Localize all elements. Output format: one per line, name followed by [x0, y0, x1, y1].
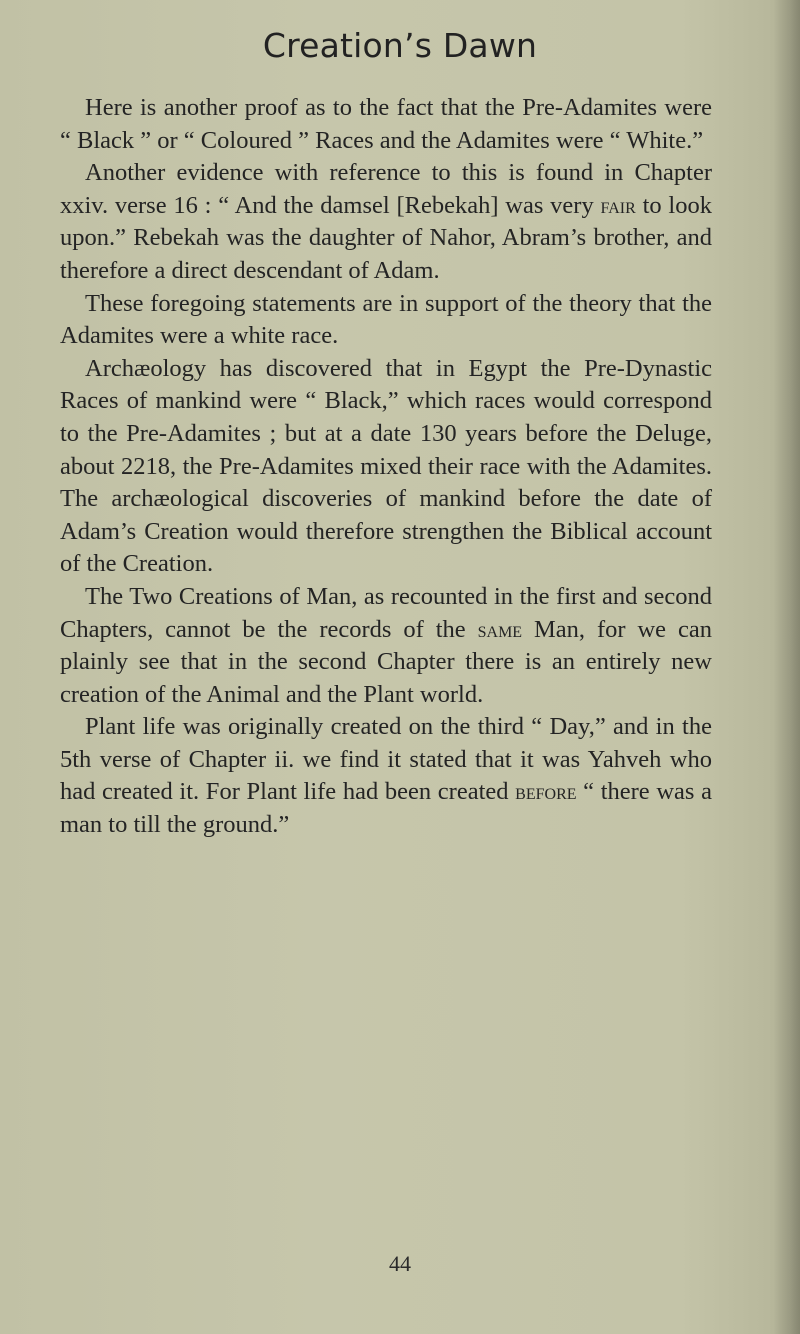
body-text — [60, 92, 712, 842]
paragraph — [60, 581, 712, 711]
small-caps-word: fair — [600, 192, 636, 218]
paragraph — [60, 92, 712, 157]
text-run: Another evidence with reference to this is found in Chapter xxiv. verse 16 : “ And the damsel [Rebekah] was very — [60, 159, 712, 219]
text-run: Here is another proof as to the fact that the Pre-Adamites were “ Black ” or “ Coloured ” Races and the Adamites were “ White.” — [60, 94, 712, 154]
running-header: Creation’s Dawn — [262, 26, 538, 65]
paragraph — [60, 288, 712, 353]
page-number: 44 — [389, 1251, 411, 1276]
paragraph — [60, 157, 712, 287]
text-run: Man, for we can plainly see that in the second Chapter there is an entirely new creation of the Animal and the Plant world. — [60, 615, 712, 708]
text-run: These foregoing statements are in support of the theory that the Adamites were a white race. — [60, 289, 712, 350]
text-run: The Two Creations of Man, as recounted in the first and second Chapters, cannot be the records of the — [60, 582, 712, 643]
text-run: Archæology has discovered that in Egypt the Pre-Dynastic Races of mankind were “ Black,” which races would correspond to the Pre-Adamites ; but at a date 130 years before the Deluge, about 2218, the Pre-Adamites mixed their race with the Adamites. The archæological discoveries of mankind before the date of Adam’s Creation would therefore strengthen the Biblical account of the Creation. — [60, 354, 712, 578]
paragraph — [60, 353, 712, 581]
page-edge-shadow — [774, 0, 800, 1334]
text-run: Plant life was originally created on the third “ Day,” and in the 5th verse of Chapter ii. we find it stated that it was Yahveh who had created it. For Plant life had been created — [60, 713, 712, 806]
paragraph — [60, 711, 712, 841]
text-run: “ there was a man to till the ground.” — [60, 778, 712, 839]
small-caps-word: same — [477, 616, 523, 642]
text-run: to look upon.” Rebekah was the daughter of Nahor, Abram’s brother, and therefore a direct descendant of Adam. — [60, 191, 712, 284]
small-caps-word: before — [515, 779, 577, 805]
